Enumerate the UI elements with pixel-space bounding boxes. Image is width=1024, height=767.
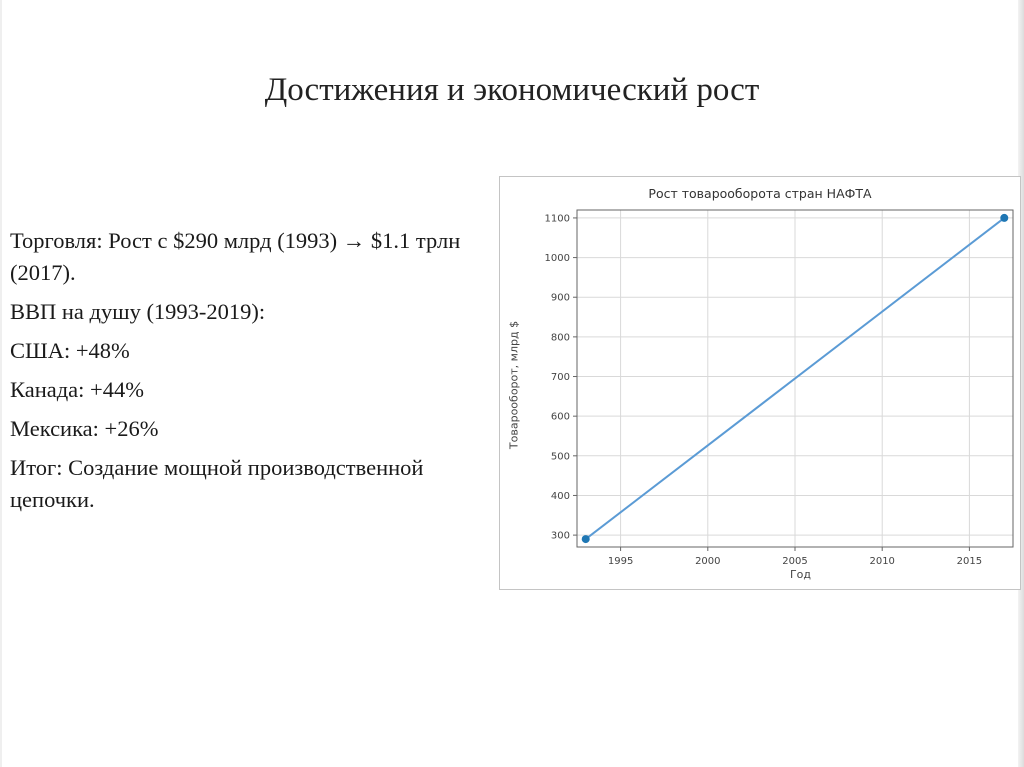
data-point-marker — [582, 535, 590, 543]
y-tick-label: 400 — [550, 490, 570, 502]
x-tick-label: 2015 — [956, 556, 983, 567]
x-tick-label: 2005 — [782, 556, 808, 567]
chart-title: Рост товарооборота стран НАФТА — [648, 186, 872, 201]
y-tick-label: 800 — [550, 332, 570, 344]
y-tick-label: 1100 — [544, 213, 570, 225]
y-tick-label: 300 — [550, 530, 570, 542]
slide-title: Достижения и экономический рост — [264, 72, 760, 108]
summary-text: Итог: Создание мощной производственной цепочки. — [10, 455, 424, 512]
y-tick-label: 500 — [550, 451, 570, 463]
x-axis-label: Год — [789, 568, 812, 581]
gdp-per-capita-text: ВВП на душу (1993-2019): — [10, 299, 266, 324]
y-tick-label: 700 — [550, 372, 570, 384]
y-axis-label: Товарооборот, млрд $ — [507, 320, 521, 450]
y-tick-label: 1000 — [544, 253, 570, 265]
chart-plot — [500, 177, 1020, 589]
slide-frame-left — [0, 0, 2, 767]
trade-growth-text: Торговля: Рост с $290 млрд (1993) → $1.1 трлн (2017). — [10, 228, 461, 285]
usa-growth-text: США: +48% — [10, 338, 130, 363]
slide-body — [10, 225, 480, 523]
x-tick-label: 2010 — [869, 556, 895, 567]
mexico-growth-text: Мексика: +26% — [10, 416, 159, 441]
y-tick-label: 600 — [550, 411, 570, 423]
y-tick-label: 900 — [550, 292, 570, 304]
x-tick-label: 1995 — [607, 556, 634, 567]
data-point-marker — [1000, 214, 1008, 222]
trade-chart — [499, 176, 1021, 590]
x-tick-label: 2000 — [695, 556, 721, 567]
canada-growth-text: Канада: +44% — [10, 377, 144, 402]
